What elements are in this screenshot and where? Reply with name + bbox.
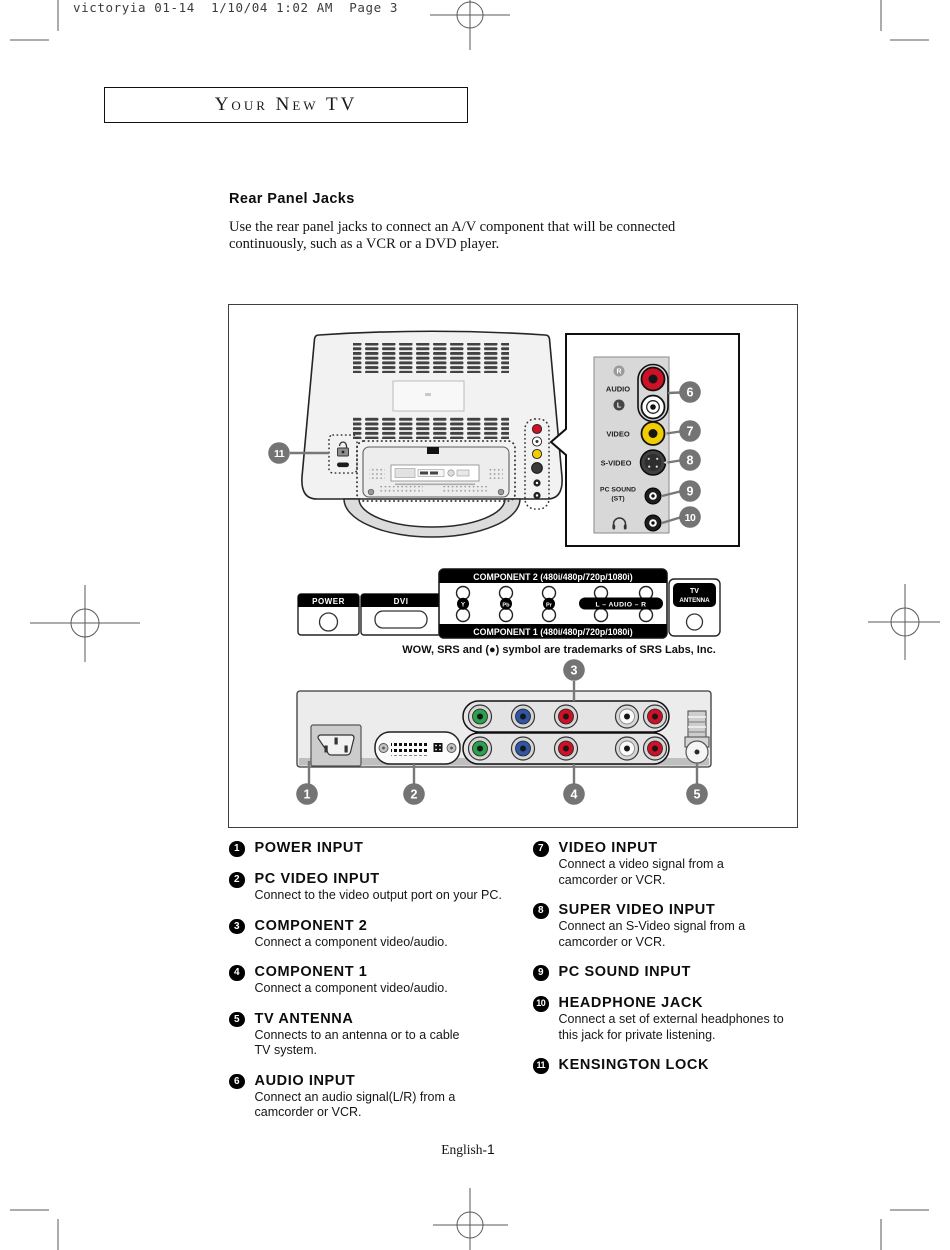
tv-antenna-label-2: ANTENNA: [679, 597, 710, 604]
svg-text:9: 9: [686, 484, 694, 499]
legend-item-10: [533, 995, 853, 1043]
footer-page-number: 1: [486, 1141, 495, 1157]
registration-mark-bottom: [433, 1188, 508, 1250]
legend-item-4: [229, 964, 524, 997]
legend-item-8: [533, 902, 853, 950]
tv-lower-vent: [353, 417, 509, 439]
component1-banner: COMPONENT 1 (480i/480p/720p/1080i): [473, 626, 633, 637]
callout-5: [686, 783, 708, 805]
rear-panel-diagram: [228, 304, 798, 828]
jack-description-line: Connect an S-Video signal from a: [558, 919, 746, 933]
callout-4: [563, 783, 585, 805]
antenna-port-symbol: [687, 614, 703, 630]
video-jack: [642, 422, 665, 445]
pc-sound-jack: [645, 488, 661, 504]
component2-pr-jack: [555, 705, 578, 728]
jack-description-line: camcorder or VCR.: [558, 872, 666, 887]
legend-item-5: [229, 1011, 524, 1059]
audio-label: AUDIO: [605, 384, 631, 394]
pr-label: Pr: [546, 602, 552, 609]
legend-item-content: [255, 918, 448, 951]
power-port-symbol: [320, 613, 338, 631]
tv-stand: [344, 499, 520, 537]
legend-item-9: [533, 964, 853, 981]
jack-description-line: Connect an audio signal(L/R) from a: [254, 1089, 456, 1104]
svg-text:7: 7: [686, 424, 694, 439]
legend-item-content: [255, 840, 364, 857]
jack-name: PC SOUND INPUT: [558, 964, 691, 980]
registration-mark-right: [868, 584, 940, 660]
callout-6: [679, 381, 701, 403]
dvi-port-symbol: [375, 611, 427, 628]
pc-sound-label-1: PC SOUND: [600, 486, 636, 494]
footer-language-label: English-: [441, 1142, 487, 1157]
callout-1: [296, 783, 318, 805]
svg-text:3: 3: [570, 663, 578, 678]
dvi-label: DVI: [393, 597, 409, 606]
legend-item-11: [533, 1057, 853, 1074]
legend-number-badge: 10: [533, 996, 549, 1012]
legend-item-7: [533, 840, 853, 888]
jack-description-line: Connect a component video/audio.: [254, 934, 448, 949]
print-header-text: victoryia 01-14 1/10/04 1:02 AM Page 3: [73, 0, 399, 15]
legend-item-content: [255, 1073, 456, 1121]
legend-item-6: [229, 1073, 524, 1121]
srs-trademark-note: WOW, SRS and (●) symbol are trademarks of SRS Labs, Inc.: [402, 644, 716, 656]
jack-description-line: this jack for private listening.: [558, 1027, 716, 1042]
callout-2: [403, 783, 425, 805]
callout-3: [563, 659, 585, 681]
power-inlet: [311, 725, 361, 766]
power-label: POWER: [312, 597, 345, 606]
callout-7: [679, 420, 701, 442]
component1-audio-l-jack: [616, 737, 639, 760]
callout-10: [679, 506, 701, 528]
svg-text:4: 4: [570, 787, 578, 802]
tv-rear-view: [302, 331, 562, 537]
component1-audio-r-jack: [644, 737, 667, 760]
chapter-title: Your New TV: [214, 94, 358, 115]
chapter-banner: [104, 87, 468, 123]
side-jacks-magnified-panel: [551, 334, 739, 546]
page-footer: [0, 1141, 936, 1158]
component1-jack-row: [463, 733, 669, 764]
rear-jacks-schematic: [298, 569, 720, 638]
legend-number-badge: 6: [229, 1074, 245, 1090]
jack-name: KENSINGTON LOCK: [558, 1057, 710, 1073]
jack-name: VIDEO INPUT: [558, 840, 658, 856]
jack-description-line: Connects to an antenna or to a cable: [254, 1027, 460, 1042]
registration-mark-top: [430, 0, 510, 50]
svg-text:8: 8: [686, 453, 694, 468]
svg-text:6: 6: [686, 385, 694, 400]
audio-r-jack: [642, 368, 665, 391]
component2-y-jack: [469, 705, 492, 728]
y-label: Y: [460, 602, 466, 609]
pc-sound-label-2: (ST): [611, 495, 625, 503]
legend-number-badge: 11: [533, 1058, 549, 1074]
component1-pb-jack: [512, 737, 535, 760]
legend-item-content: [559, 840, 724, 888]
jack-description-line: TV system.: [254, 1043, 318, 1057]
svg-text:10: 10: [684, 511, 696, 524]
headphone-jack: [645, 515, 661, 531]
component2-banner: COMPONENT 2 (480i/480p/720p/1080i): [473, 571, 633, 582]
jack-name: COMPONENT 2: [254, 917, 368, 934]
legend-item-content: [559, 902, 746, 950]
tv-top-vent: [353, 343, 509, 373]
legend-item-content: [255, 964, 448, 997]
intro-paragraph: [229, 219, 675, 252]
component2-jack-row: [463, 701, 669, 732]
audio-l-badge-label: L: [616, 402, 622, 410]
svg-text:5: 5: [693, 787, 701, 802]
intro-line-1: Use the rear panel jacks to connect an A/V component that will be connected: [229, 219, 676, 235]
jack-name: AUDIO INPUT: [254, 1072, 356, 1089]
tv-antenna-label-1: TV: [690, 588, 699, 595]
svg-text:11: 11: [273, 447, 285, 460]
jack-description-line: Connect to the video output port on your PC.: [254, 888, 502, 902]
jack-name: HEADPHONE JACK: [558, 995, 704, 1011]
component1-pr-jack: [555, 737, 578, 760]
registration-mark-left: [30, 585, 140, 662]
jack-description-line: Connect a component video/audio.: [254, 981, 448, 995]
component1-y-jack: [469, 737, 492, 760]
jack-name: COMPONENT 1: [254, 964, 368, 980]
legend-item-content: [255, 1011, 460, 1059]
component2-audio-r-jack: [644, 705, 667, 728]
legend-right-column: [533, 840, 853, 1088]
callout-11: [268, 442, 290, 464]
s-video-label: S-VIDEO: [600, 458, 632, 468]
jack-name: TV ANTENNA: [254, 1010, 354, 1027]
jack-name: SUPER VIDEO INPUT: [558, 902, 716, 918]
audio-l-jack: [642, 396, 665, 419]
svg-text:1: 1: [303, 787, 311, 802]
legend-number-badge: 4: [229, 965, 245, 981]
callout-9: [679, 480, 701, 502]
legend-number-badge: 7: [533, 841, 549, 857]
pb-label: Pb: [502, 602, 510, 609]
callout-8: [679, 449, 701, 471]
legend-number-badge: 5: [229, 1012, 245, 1028]
component2-pb-jack: [512, 705, 535, 728]
legend-item-1: [229, 840, 524, 857]
audio-lr-label: L – AUDIO – R: [595, 601, 647, 609]
jack-name: POWER INPUT: [254, 840, 364, 856]
svg-text:2: 2: [410, 787, 418, 802]
bottom-jacks-photo: [297, 691, 711, 767]
jack-description-line: camcorder or VCR.: [254, 1105, 362, 1119]
legend-number-badge: 8: [533, 903, 549, 919]
legend-item-2: [229, 871, 524, 904]
legend-item-content: [559, 964, 691, 981]
legend-number-badge: 9: [533, 965, 549, 981]
legend-number-badge: 3: [229, 919, 245, 935]
video-label: VIDEO: [606, 429, 630, 439]
legend-number-badge: 2: [229, 872, 245, 888]
jack-description-line: camcorder or VCR.: [558, 934, 666, 949]
legend-item-content: [559, 1057, 710, 1074]
dvi-connector: [375, 732, 460, 764]
component2-audio-l-jack: [616, 705, 639, 728]
legend-item-3: [229, 918, 524, 951]
legend-number-badge: 1: [229, 841, 245, 857]
intro-line-2: continuously, such as a VCR or a DVD player.: [229, 235, 500, 252]
antenna-f-connector: [685, 711, 709, 763]
jack-name: PC VIDEO INPUT: [254, 871, 380, 887]
legend-left-column: [229, 840, 524, 1135]
legend-item-content: [559, 995, 784, 1043]
section-title: Rear Panel Jacks: [229, 191, 355, 207]
jack-description-line: Connect a video signal from a: [558, 857, 724, 871]
legend-item-content: [255, 871, 502, 904]
jack-description-line: Connect a set of external headphones to: [558, 1012, 784, 1026]
audio-r-badge-label: R: [616, 368, 622, 376]
